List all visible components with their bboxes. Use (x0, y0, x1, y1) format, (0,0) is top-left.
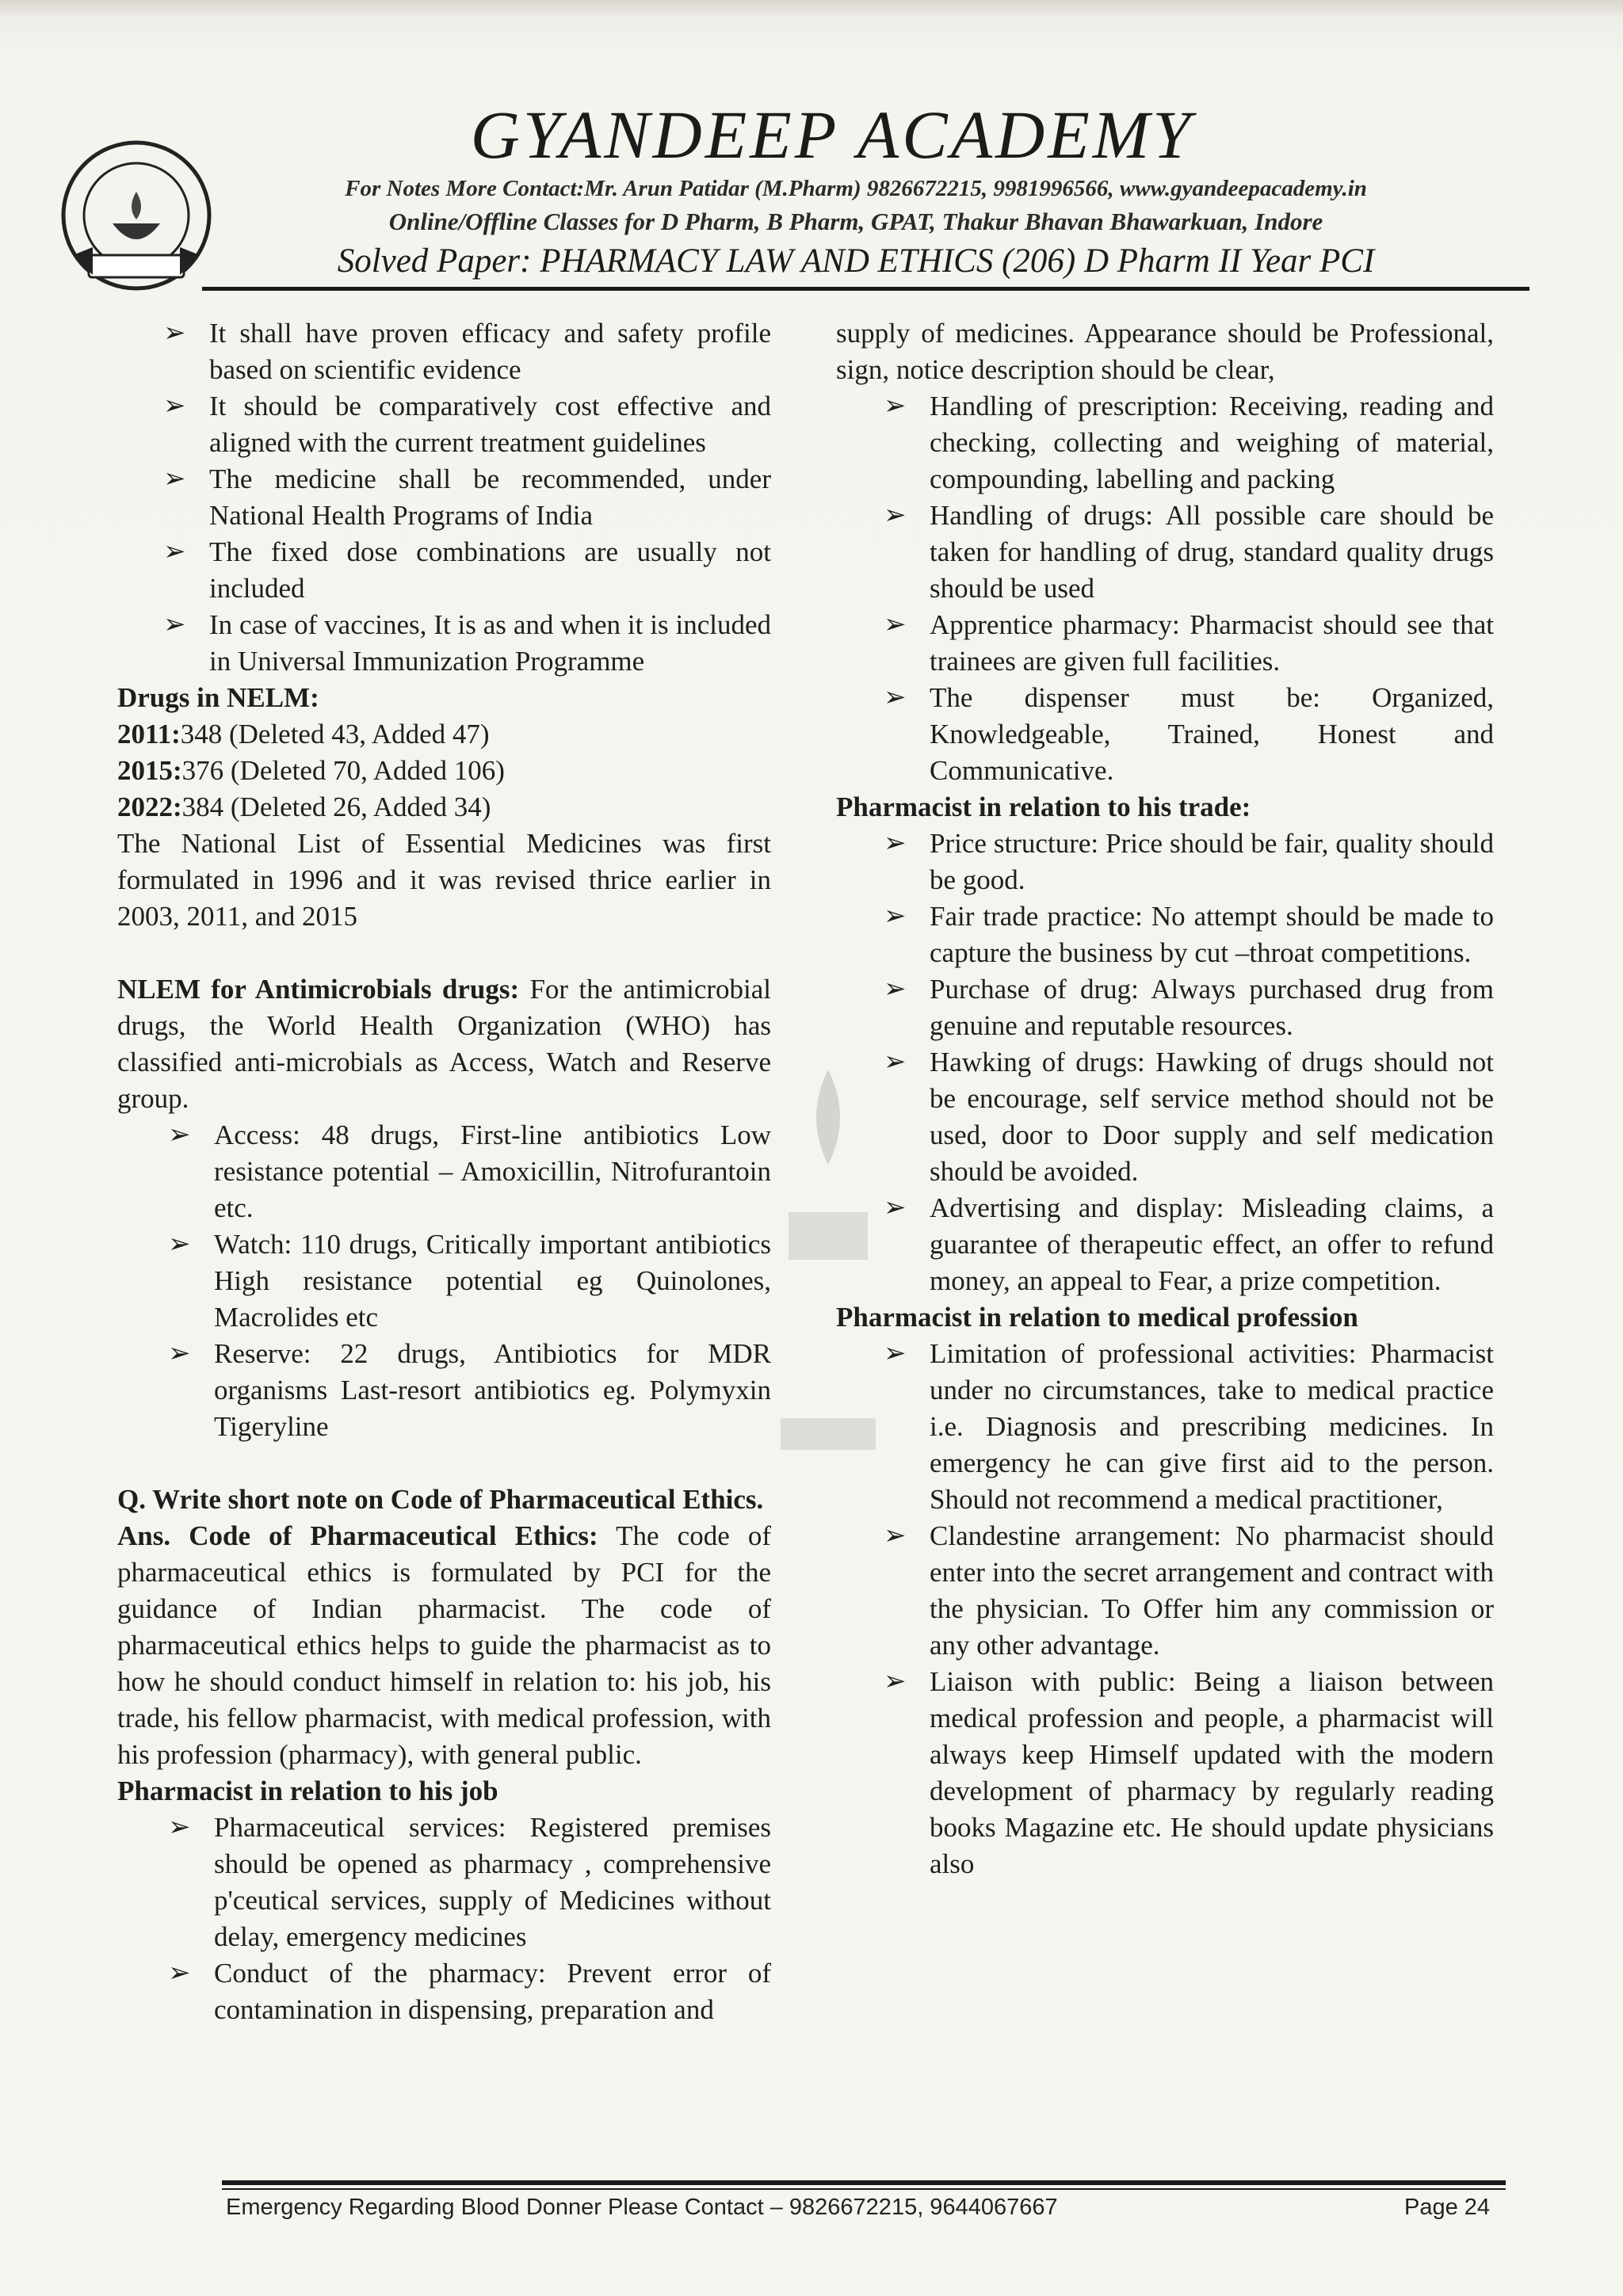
header-rule (202, 287, 1529, 291)
medical-heading: Pharmacist in relation to medical profession (836, 1302, 1358, 1333)
arrow-bullet-icon: ➢ (168, 1813, 191, 1842)
arrow-bullet-icon: ➢ (168, 1120, 191, 1150)
arrow-bullet-icon: ➢ (168, 1230, 191, 1259)
right-column (836, 315, 1494, 1882)
antimicrobial-paragraph: NLEM for Antimicrobials drugs: For the antimicrobial drugs, the World Health Organization (WHO) has classified anti-microbials as Access, Watch and Reserve group. (117, 974, 772, 1114)
continuation-paragraph: supply of medicines. Appearance should be Professional, sign, notice description should be clear, (836, 318, 1494, 385)
contact-line: For Notes More Contact:Mr. Arun Patidar (M.Pharm) 9826672215, 9981996566, www.gyandeepacademy.in (345, 176, 1367, 201)
arrow-bullet-icon: ➢ (163, 610, 186, 639)
arrow-bullet-icon: ➢ (884, 501, 907, 530)
arrow-bullet-icon: ➢ (168, 1958, 191, 1988)
arrow-bullet-icon: ➢ (163, 391, 186, 421)
list-item: ➢ Liaison with public: Being a liaison between medical profession and people, a pharmacist will always keep Himself updated with the modern development of pharmacy by regularly reading books Magazine etc. He should update physicians also (930, 1664, 1494, 1882)
answer-paragraph: Ans. Code of Pharmaceutical Ethics: The code of pharmaceutical ethics is formulated by PCI for the guidance of Indian pharmacist. The code of pharmaceutical ethics helps to guide the pharmacist as to how he should conduct himself in relation to: his job, his trade, his fellow pharmacist, with medical profession, with his profession (pharmacy), with general public. (117, 1520, 771, 1770)
footer-rule (222, 2180, 1506, 2185)
classes-line: Online/Offline Classes for D Pharm, B Pharm, GPAT, Thakur Bhavan Bhawarkuan, Indore (388, 208, 1323, 235)
list-item: ➢ Handling of drugs: All possible care should be taken for handling of drug, standard quality drugs should be used (930, 498, 1494, 607)
arrow-bullet-icon: ➢ (168, 1339, 191, 1368)
trade-bullets (884, 826, 1494, 1299)
trade-heading: Pharmacist in relation to his trade: (836, 791, 1251, 822)
page-number: Page 24 (1404, 2195, 1491, 2220)
list-item: ➢ The dispenser must be: Organized, Knowledgeable, Trained, Honest and Communicative. (930, 680, 1494, 789)
list-item: ➢ Limitation of professional activities: Pharmacist under no circumstances, take to medical practice i.e. Diagnosis and prescribing medicines. In emergency he can give first aid to the person. Should not recommend a medical practitioner, (930, 1336, 1494, 1518)
list-item: ➢ Apprentice pharmacy: Pharmacist should see that trainees are given full facilities. (930, 607, 1494, 680)
list-item: ➢ Price structure: Price should be fair, quality should be good. (930, 826, 1494, 898)
list-item: ➢ Watch: 110 drugs, Critically important antibiotics High resistance potential eg Quinolones, Macrolides etc (214, 1226, 771, 1336)
list-item: ➢ In case of vaccines, It is as and when it is included in Universal Immunization Programme (209, 607, 771, 680)
left-column (117, 315, 771, 2028)
nelm-row: 2015:376 (Deleted 70, Added 106) (117, 755, 505, 786)
arrow-bullet-icon: ➢ (884, 1667, 907, 1696)
arrow-bullet-icon: ➢ (884, 683, 907, 712)
list-item: ➢ It should be comparatively cost effective and aligned with the current treatment guidelines (209, 388, 771, 461)
list-item: ➢ Fair trade practice: No attempt should be made to capture the business by cut –throat competitions. (930, 898, 1494, 971)
list-item: ➢ The medicine shall be recommended, under National Health Programs of India (209, 461, 771, 534)
list-item: ➢ Handling of prescription: Receiving, reading and checking, collecting and weighing of material, compounding, labelling and packing (930, 388, 1494, 498)
antimicrobial-bullets (168, 1117, 771, 1445)
arrow-bullet-icon: ➢ (163, 464, 186, 494)
arrow-bullet-icon: ➢ (163, 318, 186, 348)
arrow-bullet-icon: ➢ (884, 1193, 907, 1222)
academy-title: GYANDEEP ACADEMY (470, 97, 1194, 173)
list-item: ➢ Hawking of drugs: Hawking of drugs should not be encourage, self service method should not be used, door to Door supply and self medication should be avoided. (930, 1044, 1494, 1190)
footer-contact: Emergency Regarding Blood Donner Please Contact – 9826672215, 9644067667 (226, 2195, 1058, 2220)
arrow-bullet-icon: ➢ (884, 829, 907, 858)
nlem-paragraph: The National List of Essential Medicines was first formulated in 1996 and it was revised thrice earlier in 2003, 2011, and 2015 (117, 828, 771, 932)
job-heading: Pharmacist in relation to his job (117, 1775, 498, 1806)
list-item: ➢ Pharmaceutical services: Registered premises should be opened as pharmacy , comprehensive p'ceutical services, supply of Medicines without delay, emergency medicines (214, 1810, 771, 1955)
academy-logo (57, 136, 216, 295)
list-item: ➢ Conduct of the pharmacy: Prevent error of contamination in dispensing, preparation and (214, 1955, 771, 2028)
footer-rule-thin (222, 2188, 1506, 2190)
question-heading: Q. Write short note on Code of Pharmaceutical Ethics. (117, 1484, 764, 1515)
arrow-bullet-icon: ➢ (884, 391, 907, 421)
list-item: ➢ The fixed dose combinations are usually not included (209, 534, 771, 607)
paper-title: Solved Paper: PHARMACY LAW AND ETHICS (206) D Pharm II Year PCI (337, 242, 1375, 280)
list-item: ➢ Advertising and display: Misleading claims, a guarantee of therapeutic effect, an offer to refund money, an appeal to Fear, a prize competition. (930, 1190, 1494, 1299)
list-item: ➢ It shall have proven efficacy and safety profile based on scientific evidence (209, 315, 771, 388)
medical-bullets (884, 1336, 1494, 1882)
job-bullets (168, 1810, 771, 2028)
arrow-bullet-icon: ➢ (884, 1339, 907, 1368)
eligibility-bullets (163, 315, 771, 680)
arrow-bullet-icon: ➢ (884, 610, 907, 639)
list-item: ➢ Clandestine arrangement: No pharmacist should enter into the secret arrangement and contract with the physician. To Offer him any commission or any other advantage. (930, 1518, 1494, 1664)
arrow-bullet-icon: ➢ (884, 902, 907, 931)
list-item: ➢ Access: 48 drugs, First-line antibiotics Low resistance potential – Amoxicillin, Nitrofurantoin etc. (214, 1117, 771, 1226)
nelm-heading: Drugs in NELM: (117, 682, 319, 713)
nelm-row: 2022:384 (Deleted 26, Added 34) (117, 791, 491, 822)
list-item: ➢ Reserve: 22 drugs, Antibiotics for MDR organisms Last-resort antibiotics eg. Polymyxin Tigeryline (214, 1336, 771, 1445)
arrow-bullet-icon: ➢ (884, 1047, 907, 1077)
arrow-bullet-icon: ➢ (884, 974, 907, 1004)
list-item: ➢ Purchase of drug: Always purchased drug from genuine and reputable resources. (930, 971, 1494, 1044)
job-bullets-continued (884, 388, 1494, 789)
nelm-row: 2011:348 (Deleted 43, Added 47) (117, 719, 490, 749)
arrow-bullet-icon: ➢ (163, 537, 186, 566)
arrow-bullet-icon: ➢ (884, 1521, 907, 1550)
